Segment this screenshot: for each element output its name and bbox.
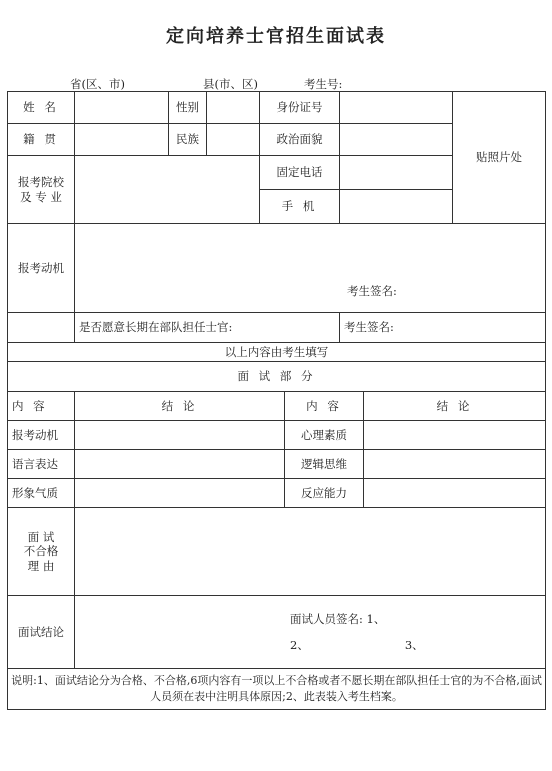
candidate-signature-label: 考生签名:: [347, 283, 397, 298]
interview-item-left: 报考动机: [8, 421, 75, 450]
fail-reason-label: [8, 508, 75, 596]
interview-result-left[interactable]: [75, 479, 285, 508]
header-line: [8, 76, 470, 92]
id-number-field[interactable]: [340, 92, 453, 124]
province-blank[interactable]: [8, 78, 70, 92]
interviewer-2: 2、: [290, 638, 309, 652]
motive-label: 报考动机: [8, 224, 75, 313]
page-title: 定向培养士官招生面试表: [166, 26, 386, 47]
mobile-field[interactable]: [340, 190, 453, 224]
col-content-right: 内 容: [285, 392, 364, 421]
county-label: 县(市、区): [202, 77, 258, 91]
gender-field[interactable]: [207, 92, 260, 124]
fail-reason-line: 不合格: [23, 544, 59, 559]
school-major-label: [8, 156, 75, 224]
name-field[interactable]: [75, 92, 169, 124]
school-label-line1: 报考院校: [18, 175, 64, 190]
interview-result-left[interactable]: [75, 450, 285, 479]
gender-label: 性别: [169, 92, 207, 124]
school-label-line2: 及 专 业: [20, 189, 62, 204]
interview-result-right[interactable]: [364, 479, 546, 508]
interviewer-3: 3、: [404, 638, 424, 652]
interviewer-signature-field[interactable]: [75, 596, 546, 669]
phone-field[interactable]: [340, 156, 453, 190]
ethnicity-label: 民族: [169, 124, 207, 156]
col-conclusion-right: 结 论: [364, 392, 546, 421]
interview-section-title: 面 试 部 分: [8, 362, 546, 392]
col-conclusion-left: 结 论: [75, 392, 285, 421]
serve-blank-cell: [8, 313, 75, 343]
interviewer-sign-line2: [290, 638, 541, 652]
origin-label: 籍 贯: [8, 124, 75, 156]
col-content-left: 内 容: [8, 392, 75, 421]
motive-field[interactable]: [75, 224, 546, 313]
exam-no-label: 考生号:: [303, 77, 343, 91]
photo-placeholder[interactable]: 贴照片处: [453, 92, 546, 224]
interview-result-left[interactable]: [75, 421, 285, 450]
interview-result-right[interactable]: [364, 421, 546, 450]
exam-no-blank[interactable]: [342, 78, 470, 92]
interview-item-right: 反应能力: [285, 479, 364, 508]
mobile-label: 手 机: [260, 190, 340, 224]
interview-item-left: 形象气质: [8, 479, 75, 508]
fail-reason-line: 面 试: [27, 529, 55, 544]
interview-item-right: 逻辑思维: [285, 450, 364, 479]
phone-label: 固定电话: [260, 156, 340, 190]
interview-result-right[interactable]: [364, 450, 546, 479]
filled-by-candidate-note: 以上内容由考生填写: [8, 343, 546, 362]
interview-item-left: 语言表达: [8, 450, 75, 479]
fail-reason-line: 理 由: [27, 558, 55, 573]
school-major-field[interactable]: [75, 156, 260, 224]
id-number-label: 身份证号: [260, 92, 340, 124]
political-status-field[interactable]: [340, 124, 453, 156]
conclusion-label: 面试结论: [8, 596, 75, 669]
interviewer-sign-label: 面试人员签名: 1、: [290, 611, 386, 626]
province-label: 省(区、市): [70, 77, 125, 91]
interview-item-right: 心理素质: [285, 421, 364, 450]
ethnicity-field[interactable]: [207, 124, 260, 156]
explanation-note: 说明:1、面试结论分为合格、不合格,6项内容有一项以上不合格或者不愿长期在部队担任士官的为不合格,面试人员须在表中注明具体原因;2、此表装入考生档案。: [8, 669, 546, 710]
county-blank[interactable]: [125, 78, 203, 92]
political-status-label: 政治面貌: [260, 124, 340, 156]
fail-reason-field[interactable]: [75, 508, 546, 596]
candidate-signature-2[interactable]: 考生签名:: [340, 313, 546, 343]
serve-question: 是否愿意长期在部队担任士官:: [75, 313, 340, 343]
origin-field[interactable]: [75, 124, 169, 156]
interview-form-table: [7, 91, 546, 710]
name-label: 姓 名: [8, 92, 75, 124]
